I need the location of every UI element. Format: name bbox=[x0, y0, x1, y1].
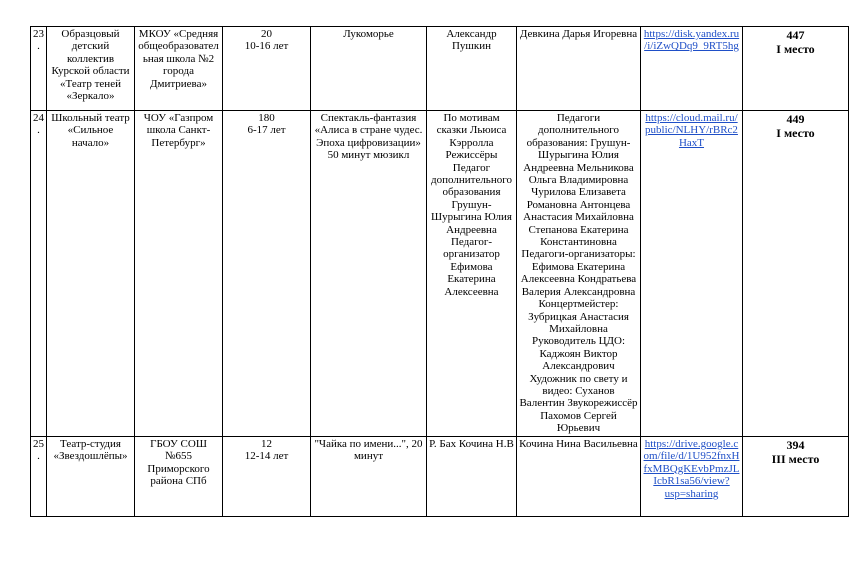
score: 449 bbox=[786, 112, 805, 126]
row-number: 25. bbox=[31, 437, 47, 517]
score: 447 bbox=[786, 28, 805, 42]
participant-count: 180 bbox=[258, 112, 275, 124]
video-link-cell bbox=[641, 27, 743, 111]
place: III место bbox=[771, 452, 820, 466]
collective-name: Театр-студия «Звездошлёпы» bbox=[47, 437, 135, 517]
row-number: 24. bbox=[31, 111, 47, 437]
participant-count: 12 bbox=[261, 438, 272, 450]
video-link-cell bbox=[641, 437, 743, 517]
institution-name: МКОУ «Средняя общеобразовательная школа №2 города Дмитриева» bbox=[135, 27, 223, 111]
author-name: Р. Бах Кочина Н.В bbox=[427, 437, 517, 517]
participants-cell bbox=[223, 111, 311, 437]
table-row bbox=[31, 437, 849, 517]
table-row bbox=[31, 27, 849, 111]
performance-title: "Чайка по имени...", 20 минут bbox=[311, 437, 427, 517]
video-link[interactable]: https://drive.google.com/file/d/1U952fnxHfxMBQgKEvbPmzJLIcbR1sa56/view?usp=sharing bbox=[643, 438, 740, 500]
participant-ages: 10-16 лет bbox=[244, 40, 289, 53]
institution-name: ЧОУ «Газпром школа Санкт-Петербург» bbox=[135, 111, 223, 437]
results-table bbox=[30, 26, 849, 517]
video-link[interactable]: https://disk.yandex.ru/i/iZwQDq9_9RT5hg bbox=[643, 28, 740, 53]
place: I место bbox=[776, 42, 815, 56]
place: I место bbox=[776, 126, 815, 140]
result-cell bbox=[743, 27, 849, 111]
participants-cell bbox=[223, 27, 311, 111]
leader-name: Девкина Дарья Игоревна bbox=[517, 27, 641, 111]
result-cell bbox=[743, 111, 849, 437]
institution-name: ГБОУ СОШ №655 Приморского района СПб bbox=[135, 437, 223, 517]
collective-name: Школьный театр «Сильное начало» bbox=[47, 111, 135, 437]
score: 394 bbox=[786, 438, 805, 452]
collective-name: Образцовый детский коллектив Курской области «Театр теней «Зеркало» bbox=[47, 27, 135, 111]
leader-name: Педагоги дополнительного образования: Грушун-Шурыгина Юлия Андреевна Мельникова Ольга Владимировна Чурилова Елизавета Романовна Антонцева Анастасия Михайловна Степанова Екатерина Константиновна Педагоги-организаторы: Ефимова Екатерина Алексеевна Кондратьева Валерия Александровна Концертмейстер: Зубрицкая Анастасия Михайловна Руководитель ЦДО: Каджоян Виктор Александрович Художник по свету и видео: Суханов Валентин Звукорежиссёр Пахомов Сергей Юрьевич bbox=[517, 111, 641, 437]
video-link-cell bbox=[641, 111, 743, 437]
performance-title: Спектакль-фантазия «Алиса в стране чудес. Эпоха цифровизации» 50 минут мюзикл bbox=[311, 111, 427, 437]
participant-ages: 12-14 лет bbox=[244, 450, 289, 463]
row-number: 23. bbox=[31, 27, 47, 111]
participants-cell bbox=[223, 437, 311, 517]
leader-name: Кочина Нина Васильевна bbox=[517, 437, 641, 517]
table-row bbox=[31, 111, 849, 437]
performance-title: Лукоморье bbox=[311, 27, 427, 111]
video-link[interactable]: https://cloud.mail.ru/public/NLHY/rBRc2HaxT bbox=[645, 112, 738, 149]
participant-ages: 6-17 лет bbox=[247, 124, 286, 137]
result-cell bbox=[743, 437, 849, 517]
author-name: Александр Пушкин bbox=[427, 27, 517, 111]
author-name: По мотивам сказки Льюиса Кэрролла Режиссёры Педагог дополнительного образования Грушун-Шурыгина Юлия Андреевна Педагог-организатор Ефимова Екатерина Алексеевна bbox=[427, 111, 517, 437]
participant-count: 20 bbox=[261, 28, 272, 40]
